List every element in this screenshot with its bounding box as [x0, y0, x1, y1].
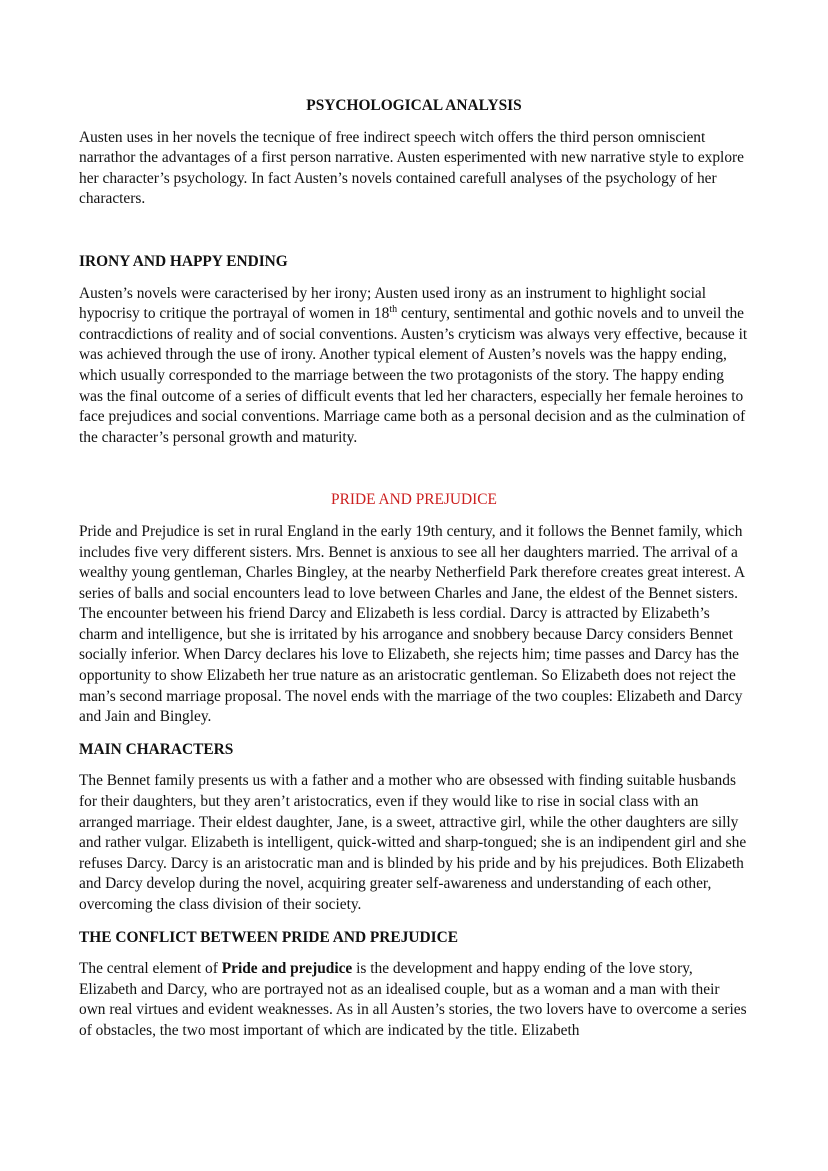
irony-text-part-2: century, sentimental and gothic novels and to unveil the contracdictions of reality and of social conventions. Austen’s cryticism was always very effective, because it was achieved through the use of irony. Another typical element of Austen’s novels was the happy ending, which usually corresponded to the marriage between the two protagonists of the story. The happy ending was the final outcome of a series of difficult events that led her characters, especially her female heroines to face prejudices and social conventions. Marriage came both as a personal decision and as the culmination of the character’s personal growth and maturity.: [79, 305, 748, 446]
irony-happy-ending-paragraph: [79, 284, 749, 449]
main-characters-paragraph: The Bennet family presents us with a father and a mother who are obsessed with finding suitable husbands for their daughters, but they aren’t aristocratics, even if they would like to rise in social class with an arranged marriage. Their eldest daughter, Jane, is a sweet, attractive girl, while the other daughters are silly and rather vulgar. Elizabeth is intelligent, quick-witted and sharp-tongued; she is an indipendent girl and she refuses Darcy. Darcy is an aristocratic man and is blinded by his pride and by his prejudices. Both Elizabeth and Darcy develop during the novel, acquiring greater self-awareness and understanding of each other, overcoming the class division of their society.: [79, 772, 747, 913]
pride-and-prejudice-title: PRIDE AND PREJUDICE: [331, 491, 497, 509]
document-page: [79, 96, 749, 1042]
conflict-bold-title: Pride and prejudice: [221, 960, 353, 978]
conflict-title: THE CONFLICT BETWEEN PRIDE AND PREJUDICE: [79, 928, 458, 946]
psychological-analysis-title: PSYCHOLOGICAL ANALYSIS: [306, 97, 522, 114]
main-characters-title: MAIN CHARACTERS: [79, 740, 234, 758]
irony-text-part-1: Austen’s novels were caracterised by her irony; Austen used irony as an instrument to highlight social hypocrisy to critique the portrayal of women in 18: [79, 284, 707, 323]
psychological-analysis-paragraph: Austen uses in her novels the tecnique of free indirect speech witch offers the third person omniscient narrathor the advantages of a first person narrative. Austen esperimented with new narrative style to explore her character’s psychology. In fact Austen’s novels contained carefull analyses of the psychology of her characters.: [79, 128, 744, 208]
conflict-paragraph: [79, 959, 749, 1041]
irony-superscript: th: [389, 304, 398, 316]
irony-happy-ending-title: IRONY AND HAPPY ENDING: [79, 252, 288, 270]
conflict-text-part-2: is the development and happy ending of the love story, Elizabeth and Darcy, who are portrayed not as an idealised couple, but as a woman and a man with their own real virtues and evident weaknesses. As in all Austen’s stories, the two lovers have to overcome a series of obstacles, the two most important of which are indicated by the title. Elizabeth: [79, 960, 747, 1039]
conflict-text-part-1: The central element of: [79, 960, 222, 978]
pride-and-prejudice-paragraph: Pride and Prejudice is set in rural England in the early 19th century, and it follows the Bennet family, which includes five very different sisters. Mrs. Bennet is anxious to see all her daughters married. The arrival of a wealthy young gentleman, Charles Bingley, at the nearby Netherfield Park therefore creates great interest. A series of balls and social encounters lead to love between Charles and Jane, the eldest of the Bennet sisters. The encounter between his friend Darcy and Elizabeth is less cordial. Darcy is attracted by Elizabeth’s charm and intelligence, but she is irritated by his arrogance and snobbery because Darcy considers Bennet socially inferior. When Darcy declares his love to Elizabeth, she rejects him; time passes and Darcy has the opportunity to show Elizabeth her true nature as an aristocratic gentleman. So Elizabeth does not reject the man’s second marriage proposal. The novel ends with the marriage of the two couples: Elizabeth and Darcy and Jain and Bingley.: [79, 522, 745, 726]
